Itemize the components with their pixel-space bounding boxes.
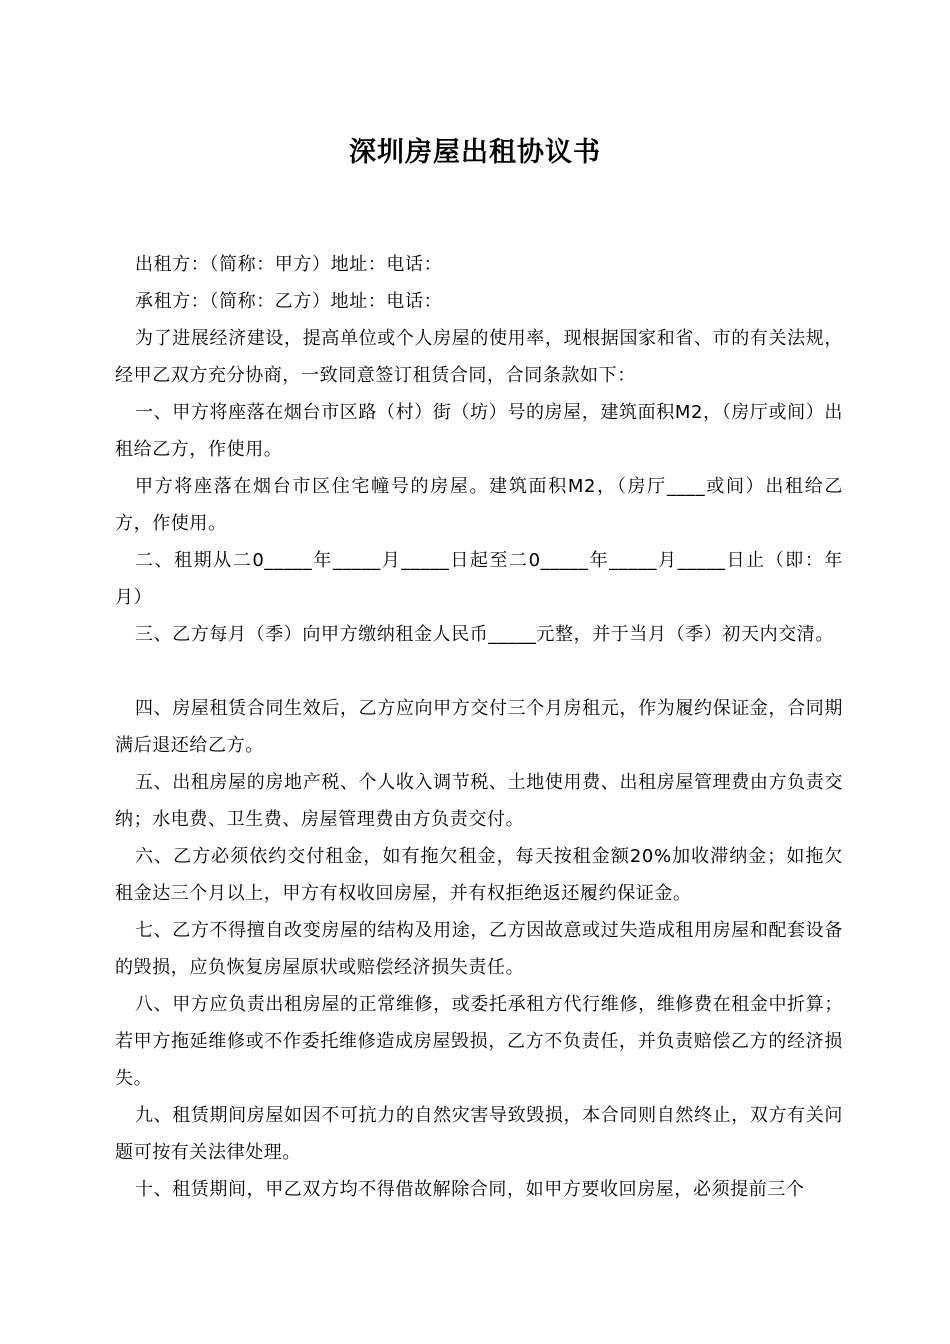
lessee-line: 承租方：（简称：乙方）地址：电话： xyxy=(135,291,443,312)
lessor-line: 出租方：（简称：甲方）地址：电话： xyxy=(135,254,443,275)
clause-10: 十、租赁期间，甲乙双方均不得借故解除合同，如甲方要收回房屋，必须提前三个 xyxy=(135,1179,805,1200)
document-body xyxy=(115,246,843,1208)
clause-1-alt: 甲方将座落在烟台市区住宅幢号的房屋。建筑面积M2，（房厅____或间）出租给乙方，作使用。 xyxy=(115,476,843,534)
preamble-paragraph: 为了进展经济建设，提高单位或个人房屋的使用率，现根据国家和省、市的有关法规，经甲乙双方充分协商，一致同意签订租赁合同，合同条款如下： xyxy=(115,328,843,386)
clause-5: 五、出租房屋的房地产税、个人收入调节税、土地使用费、出租房屋管理费由方负责交纳；水电费、卫生费、房屋管理费由方负责交付。 xyxy=(115,772,843,830)
clause-8: 八、甲方应负责出租房屋的正常维修，或委托承租方代行维修，维修费在租金中折算；若甲方拖延维修或不作委托维修造成房屋毁损，乙方不负责任，并负责赔偿乙方的经济损失。 xyxy=(115,994,843,1089)
clause-9: 九、租赁期间房屋如因不可抗力的自然灾害导致毁损，本合同则自然终止，双方有关问题可按有关法律处理。 xyxy=(115,1105,843,1163)
clause-1: 一、甲方将座落在烟台市区路（村）街（坊）号的房屋，建筑面积M2，（房厅或间）出租给乙方，作使用。 xyxy=(115,402,843,460)
clause-4: 四、房屋租赁合同生效后，乙方应向甲方交付三个月房租元，作为履约保证金，合同期满后退还给乙方。 xyxy=(115,698,843,756)
clause-3: 三、乙方每月（季）向甲方缴纳租金人民币_____元整，并于当月（季）初天内交清。 xyxy=(135,624,834,645)
clause-7: 七、乙方不得擅自改变房屋的结构及用途，乙方因故意或过失造成租用房屋和配套设备的毁损，应负恢复房屋原状或赔偿经济损失责任。 xyxy=(115,920,843,978)
clause-2: 二、租期从二0_____年_____月_____日起至二0_____年_____月_____日止（即：年月） xyxy=(115,550,843,608)
clause-6: 六、乙方必须依约交付租金，如有拖欠租金，每天按租金额20%加收滞纳金；如拖欠租金达三个月以上，甲方有权收回房屋，并有权拒绝返还履约保证金。 xyxy=(115,846,843,904)
document-title: 深圳房屋出租协议书 xyxy=(349,137,601,168)
